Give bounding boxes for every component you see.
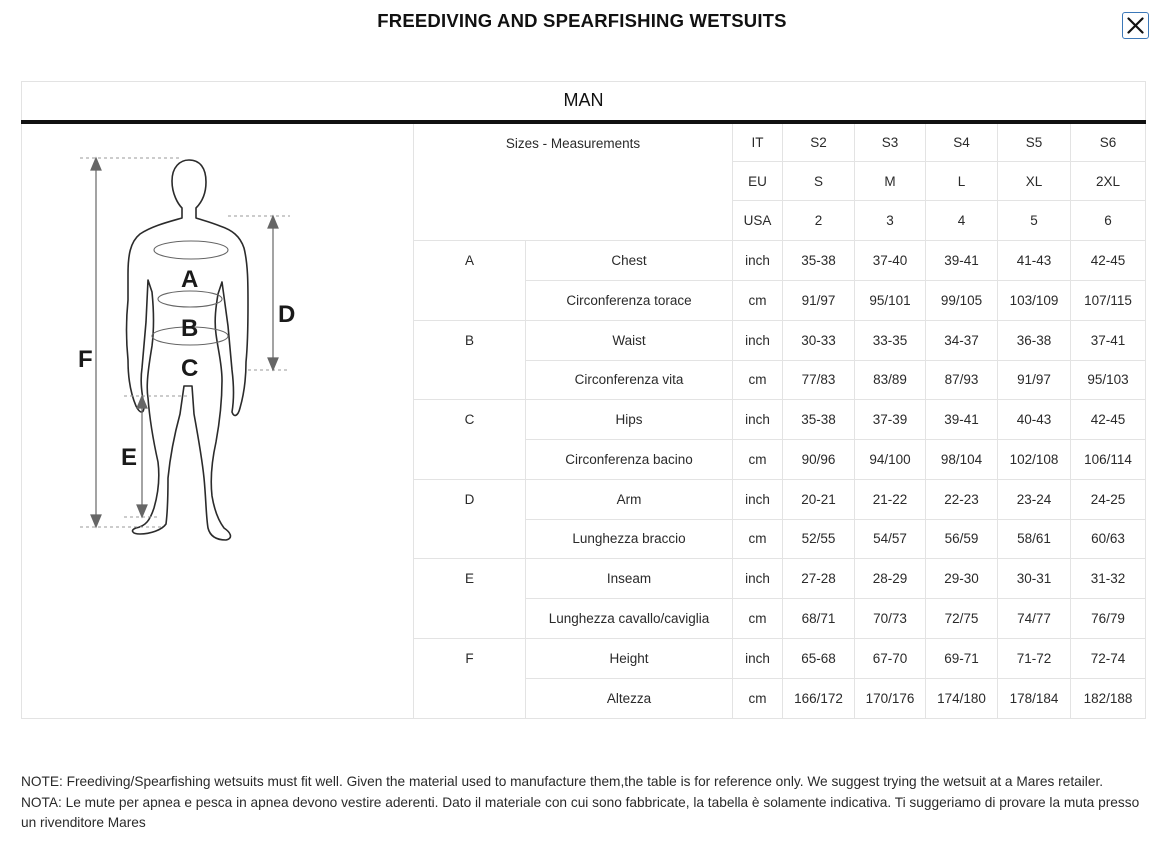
body-measurement-figure-icon [22, 124, 414, 718]
size-system-label: USA [733, 201, 783, 241]
measurement-value-cell: 69-71 [926, 638, 998, 678]
figure-label-d: D [278, 300, 296, 328]
measurement-value-cell: 52/55 [783, 519, 855, 559]
measurement-value-cell: 54/57 [855, 519, 926, 559]
body-figure-cell [22, 122, 414, 719]
size-system-row [22, 122, 1146, 162]
measurement-value-cell: 87/93 [926, 360, 998, 400]
measurement-value-cell: 33-35 [855, 320, 926, 360]
measurement-value-cell: 28-29 [855, 559, 926, 599]
note-italian: NOTA: Le mute per apnea e pesca in apnea devono vestire aderenti. Dato il materiale con cui sono fabbricate, la tabella è solamente indicativa. Ti suggeriamo di provare la muta presso un rivenditore Mares [21, 794, 1140, 830]
measurement-value-cell: 77/83 [783, 360, 855, 400]
section-title: MAN [22, 82, 1146, 122]
measurement-unit: inch [733, 241, 783, 281]
measurement-value-cell: 65-68 [783, 638, 855, 678]
measurement-letter: B [414, 320, 526, 400]
figure-label-b: B [181, 314, 199, 342]
measurement-value-cell: 27-28 [783, 559, 855, 599]
measurement-value-cell: 90/96 [783, 440, 855, 480]
measurement-value-cell: 39-41 [926, 241, 998, 281]
size-value-cell: 6 [1071, 201, 1146, 241]
measurement-value-cell: 70/73 [855, 599, 926, 639]
measurement-name: Lunghezza cavallo/caviglia [526, 599, 733, 639]
measurement-value-cell: 42-45 [1071, 400, 1146, 440]
measurement-value-cell: 170/176 [855, 678, 926, 718]
close-icon [1127, 17, 1144, 34]
measurement-unit: cm [733, 280, 783, 320]
measurement-unit: inch [733, 479, 783, 519]
measurement-letter: D [414, 479, 526, 559]
measurement-value-cell: 37-40 [855, 241, 926, 281]
size-value-cell: L [926, 161, 998, 201]
figure-label-f: F [78, 345, 93, 373]
sizes-measurements-label: Sizes - Measurements [414, 122, 733, 241]
measurement-name: Height [526, 638, 733, 678]
figure-label-c: C [181, 354, 199, 382]
close-button[interactable] [1122, 12, 1149, 39]
measurement-name: Circonferenza bacino [526, 440, 733, 480]
modal-title: FREEDIVING AND SPEARFISHING WETSUITS [377, 10, 787, 31]
measurement-value-cell: 40-43 [998, 400, 1071, 440]
size-value-cell: 5 [998, 201, 1071, 241]
measurement-value-cell: 60/63 [1071, 519, 1146, 559]
measurement-value-cell: 30-33 [783, 320, 855, 360]
measurement-unit: cm [733, 599, 783, 639]
measurement-value-cell: 103/109 [998, 280, 1071, 320]
measurement-value-cell: 24-25 [1071, 479, 1146, 519]
measurement-unit: cm [733, 360, 783, 400]
size-chart-body [22, 82, 1146, 719]
measurement-value-cell: 67-70 [855, 638, 926, 678]
measurement-value-cell: 76/79 [1071, 599, 1146, 639]
measurement-value-cell: 35-38 [783, 241, 855, 281]
measurement-letter: E [414, 559, 526, 639]
measurement-unit: cm [733, 678, 783, 718]
measurement-value-cell: 102/108 [998, 440, 1071, 480]
measurement-name: Hips [526, 400, 733, 440]
size-value-cell: 2 [783, 201, 855, 241]
measurement-value-cell: 35-38 [783, 400, 855, 440]
measurement-value-cell: 178/184 [998, 678, 1071, 718]
measurement-unit: inch [733, 400, 783, 440]
measurement-value-cell: 20-21 [783, 479, 855, 519]
size-value-cell: S2 [783, 122, 855, 162]
section-header-row [22, 82, 1146, 122]
measurement-value-cell: 30-31 [998, 559, 1071, 599]
measurement-name: Altezza [526, 678, 733, 718]
figure-label-e: E [121, 443, 138, 471]
measurement-value-cell: 34-37 [926, 320, 998, 360]
measurement-value-cell: 72/75 [926, 599, 998, 639]
measurement-value-cell: 29-30 [926, 559, 998, 599]
measurement-value-cell: 91/97 [783, 280, 855, 320]
size-system-label: IT [733, 122, 783, 162]
measurement-unit: inch [733, 559, 783, 599]
measurement-value-cell: 174/180 [926, 678, 998, 718]
size-value-cell: S4 [926, 122, 998, 162]
size-value-cell: S6 [1071, 122, 1146, 162]
measurement-value-cell: 41-43 [998, 241, 1071, 281]
measurement-value-cell: 83/89 [855, 360, 926, 400]
measurement-value-cell: 22-23 [926, 479, 998, 519]
measurement-value-cell: 72-74 [1071, 638, 1146, 678]
size-value-cell: S3 [855, 122, 926, 162]
measurement-value-cell: 166/172 [783, 678, 855, 718]
figure-label-a: A [181, 265, 199, 293]
measurement-letter: F [414, 638, 526, 718]
measurement-name: Lunghezza braccio [526, 519, 733, 559]
size-value-cell: 3 [855, 201, 926, 241]
notes [21, 772, 1146, 834]
measurement-unit: inch [733, 638, 783, 678]
measurement-unit: cm [733, 519, 783, 559]
measurement-name: Arm [526, 479, 733, 519]
measurement-value-cell: 71-72 [998, 638, 1071, 678]
size-chart-table [21, 81, 1146, 719]
measurement-letter: C [414, 400, 526, 480]
measurement-name: Chest [526, 241, 733, 281]
measurement-name: Circonferenza torace [526, 280, 733, 320]
measurement-value-cell: 21-22 [855, 479, 926, 519]
measurement-value-cell: 39-41 [926, 400, 998, 440]
size-value-cell: M [855, 161, 926, 201]
size-value-cell: XL [998, 161, 1071, 201]
measurement-value-cell: 107/115 [1071, 280, 1146, 320]
size-system-label: EU [733, 161, 783, 201]
measurement-value-cell: 94/100 [855, 440, 926, 480]
size-value-cell: 4 [926, 201, 998, 241]
measurement-value-cell: 31-32 [1071, 559, 1146, 599]
measurement-value-cell: 106/114 [1071, 440, 1146, 480]
measurement-unit: cm [733, 440, 783, 480]
measurement-name: Inseam [526, 559, 733, 599]
size-value-cell: S5 [998, 122, 1071, 162]
measurement-value-cell: 95/103 [1071, 360, 1146, 400]
measurement-value-cell: 68/71 [783, 599, 855, 639]
size-value-cell: 2XL [1071, 161, 1146, 201]
measurement-value-cell: 37-41 [1071, 320, 1146, 360]
measurement-value-cell: 99/105 [926, 280, 998, 320]
measurement-value-cell: 36-38 [998, 320, 1071, 360]
size-value-cell: S [783, 161, 855, 201]
measurement-unit: inch [733, 320, 783, 360]
measurement-value-cell: 42-45 [1071, 241, 1146, 281]
note-english: NOTE: Freediving/Spearfishing wetsuits must fit well. Given the material used to manufacture them,the table is for reference only. We suggest trying the wetsuit at a Mares retailer. [21, 774, 1104, 789]
measurement-value-cell: 23-24 [998, 479, 1071, 519]
measurement-value-cell: 56/59 [926, 519, 998, 559]
measurement-value-cell: 182/188 [1071, 678, 1146, 718]
measurement-name: Circonferenza vita [526, 360, 733, 400]
measurement-name: Waist [526, 320, 733, 360]
measurement-value-cell: 74/77 [998, 599, 1071, 639]
measurement-value-cell: 37-39 [855, 400, 926, 440]
measurement-value-cell: 91/97 [998, 360, 1071, 400]
measurement-value-cell: 95/101 [855, 280, 926, 320]
measurement-letter: A [414, 241, 526, 321]
measurement-value-cell: 58/61 [998, 519, 1071, 559]
measurement-value-cell: 98/104 [926, 440, 998, 480]
